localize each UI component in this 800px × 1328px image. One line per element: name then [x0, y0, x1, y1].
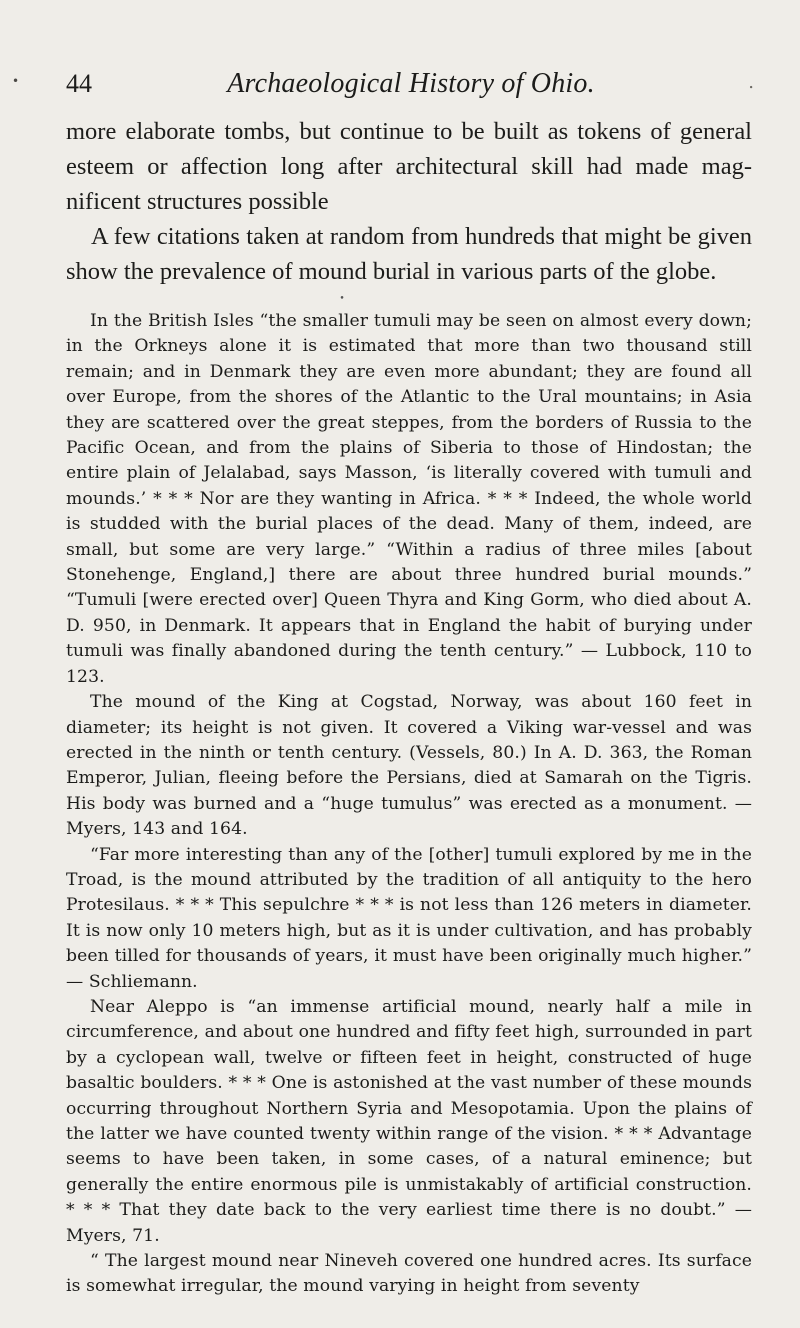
body-text: [66, 114, 752, 1300]
intro-paragraph-continued: more elaborate tombs, but continue to be built as tokens of general esteem or affection long after architectural skill had made magnificent structures possible: [66, 118, 752, 215]
running-title: Archaeological History of Ohio.: [227, 68, 595, 99]
intro-paragraph: A few citations taken at random from hundreds that might be given show the prevalence of mound burial in various parts of the globe.: [66, 223, 752, 285]
page-number: 44: [66, 69, 92, 98]
citation-paragraph-nineveh: “ The largest mound near Nineveh covered one hundred acres. Its surface is somewhat irregular, the mound varying in height from seventy: [66, 1251, 752, 1297]
citation-paragraph-cogstad: The mound of the King at Cogstad, Norway, was about 160 feet in diameter; its height is not given. It covered a Viking war-vessel and was erected in the ninth or tenth century. (Vessels, 80.) In A. D. 363, the Roman Emperor, Julian, fleeing before the Persians, died at Samarah on the Tigris. His body was burned and a “huge tumulus” was erected as a monument. — Myers, 143 and 164.: [66, 692, 752, 840]
citations-section: [66, 309, 752, 1300]
citation-paragraph-troad: “Far more interesting than any of the [other] tumuli explored by me in the Troad, is the mound attributed by the tradition of all antiquity to the hero Protesilaus. * * * This sepulchre * * * is not less than 126 meters in diameter. It is now only 10 meters high, but as it is under cultivation, and has probably been tilled for thousands of years, it must have been originally much higher.” — Schliemann.: [66, 844, 752, 992]
citation-paragraph-aleppo: Near Aleppo is “an immense artificial mound, nearly half a mile in circumference, and about one hundred and fifty feet high, surrounded in part by a cyclopean wall, twelve or fifteen feet in height, constructed of huge basaltic boulders. * * * One is astonished at the vast number of these mounds occurring throughout Northern Syria and Mesopotamia. Upon the plains of the latter we have counted twenty within range of the vision. * * * Advantage seems to have been taken, in some cases, of a natural eminence; but generally the entire enormous pile is unmistakably of artificial construction. * * * That they date back to the very earliest time there is no doubt.” — Myers, 71.: [66, 996, 752, 1246]
page-header: [66, 64, 756, 104]
section-mark: •: [339, 294, 345, 304]
intro-section: [66, 114, 752, 289]
header-corner-mark: .: [748, 72, 754, 93]
margin-dot: •: [12, 74, 20, 88]
citation-paragraph-british-isles: In the British Isles “the smaller tumuli may be seen on almost every down; in the Orkneys alone it is estimated that more than two thousand still remain; and in Denmark they are even more abundant; they are found all over Europe, from the shores of the Atlantic to the Ural mountains; in Asia they are scattered over the great steppes, from the borders of Russia to the Pacific Ocean, and from the plains of Siberia to those of Hindostan; the entire plain of Jelalabad, says Masson, ‘is literally covered with tumuli and mounds.’ * * * Nor are they wanting in Africa. * * * Indeed, the whole world is studded with the burial places of the dead. Many of them, indeed, are small, but some are very large.” “Within a radius of three miles [about Stonehenge, England,] there are about three hundred burial mounds.” “Tumuli [were erected over] Queen Thyra and King Gorm, who died about A. D. 950, in Denmark. It appears that in England the habit of burying under tumuli was finally abandoned during the tenth century.” — Lubbock, 110 to 123.: [66, 311, 752, 687]
